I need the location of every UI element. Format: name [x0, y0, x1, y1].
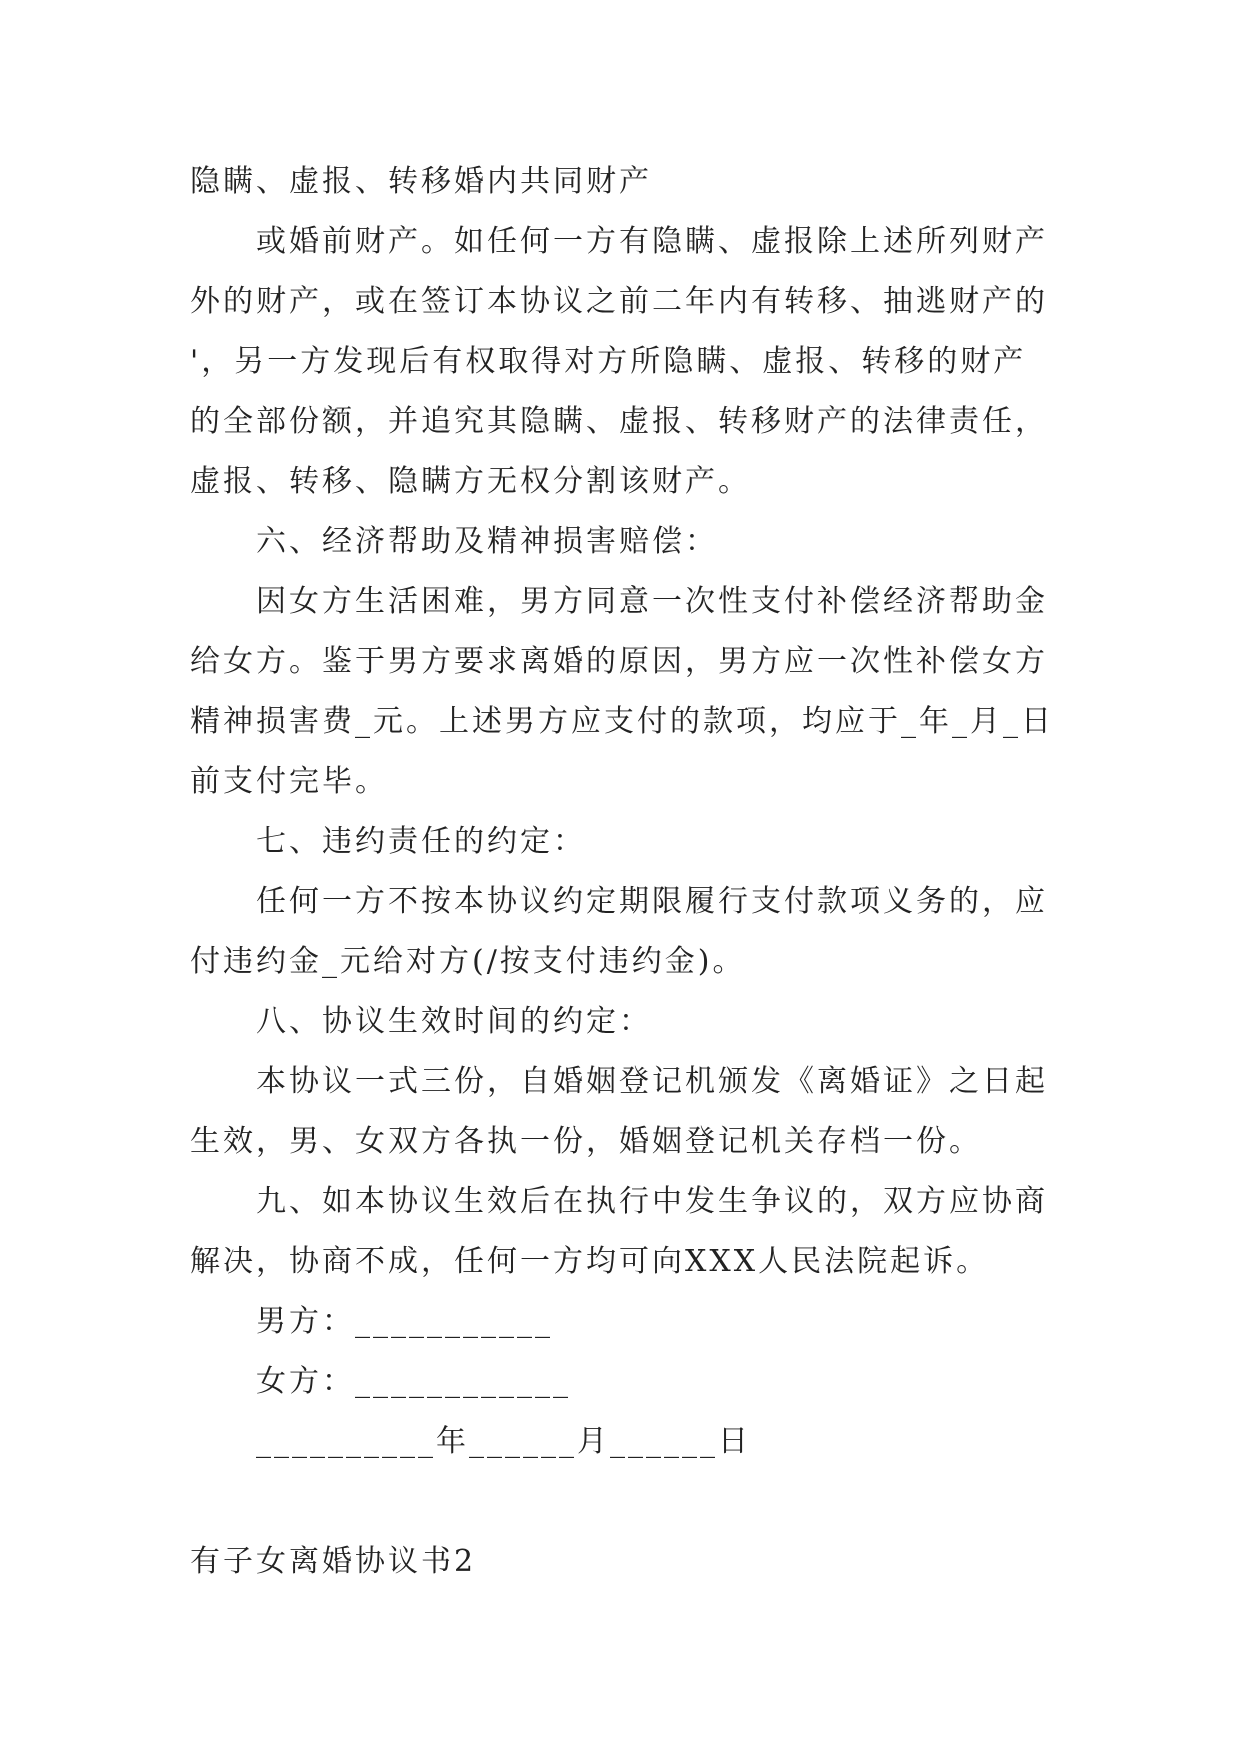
section-heading-8: 八、协议生效时间的约定：	[256, 1004, 652, 1039]
text-line-11: 前支付完毕。	[190, 764, 388, 799]
date-line: __________年______月______日	[256, 1424, 751, 1459]
next-document-title: 有子女离婚协议书2	[190, 1544, 477, 1579]
section-heading-7: 七、违约责任的约定：	[256, 824, 586, 859]
text-line-19: 解决，协商不成，任何一方均可向XXX人民法院起诉。	[190, 1244, 990, 1279]
signature-female-line: 女方：____________	[256, 1364, 571, 1399]
text-line-13: 任何一方不按本协议约定期限履行支付款项义务的，应	[256, 884, 1048, 919]
text-line-9: 给女方。鉴于男方要求离婚的原因，男方应一次性补偿女方	[190, 644, 1048, 679]
text-line-10: 精神损害费_元。上述男方应支付的款项，均应于_年_月_日	[190, 704, 1054, 739]
text-line-14: 付违约金_元给对方(/按支付违约金)。	[190, 944, 746, 979]
section-heading-9: 九、如本协议生效后在执行中发生争议的，双方应协商	[256, 1184, 1048, 1219]
text-line-6: 虚报、转移、隐瞒方无权分割该财产。	[190, 464, 751, 499]
text-line-1: 隐瞒、虚报、转移婚内共同财产	[190, 164, 652, 199]
document-body	[190, 152, 1070, 1592]
signature-male-line: 男方：___________	[256, 1304, 553, 1339]
text-line-16: 本协议一式三份，自婚姻登记机颁发《离婚证》之日起	[256, 1064, 1048, 1099]
text-line-4: '，另一方发现后有权取得对方所隐瞒、虚报、转移的财产	[190, 344, 1027, 379]
text-line-3: 外的财产，或在签订本协议之前二年内有转移、抽逃财产的	[190, 284, 1048, 319]
text-line-17: 生效，男、女双方各执一份，婚姻登记机关存档一份。	[190, 1124, 982, 1159]
section-heading-6: 六、经济帮助及精神损害赔偿：	[256, 524, 718, 559]
text-line-8: 因女方生活困难，男方同意一次性支付补偿经济帮助金	[256, 584, 1048, 619]
text-line-2: 或婚前财产。如任何一方有隐瞒、虚报除上述所列财产	[256, 224, 1048, 259]
spacer	[190, 1472, 1070, 1532]
text-line-5: 的全部份额，并追究其隐瞒、虚报、转移财产的法律责任，	[190, 404, 1048, 439]
